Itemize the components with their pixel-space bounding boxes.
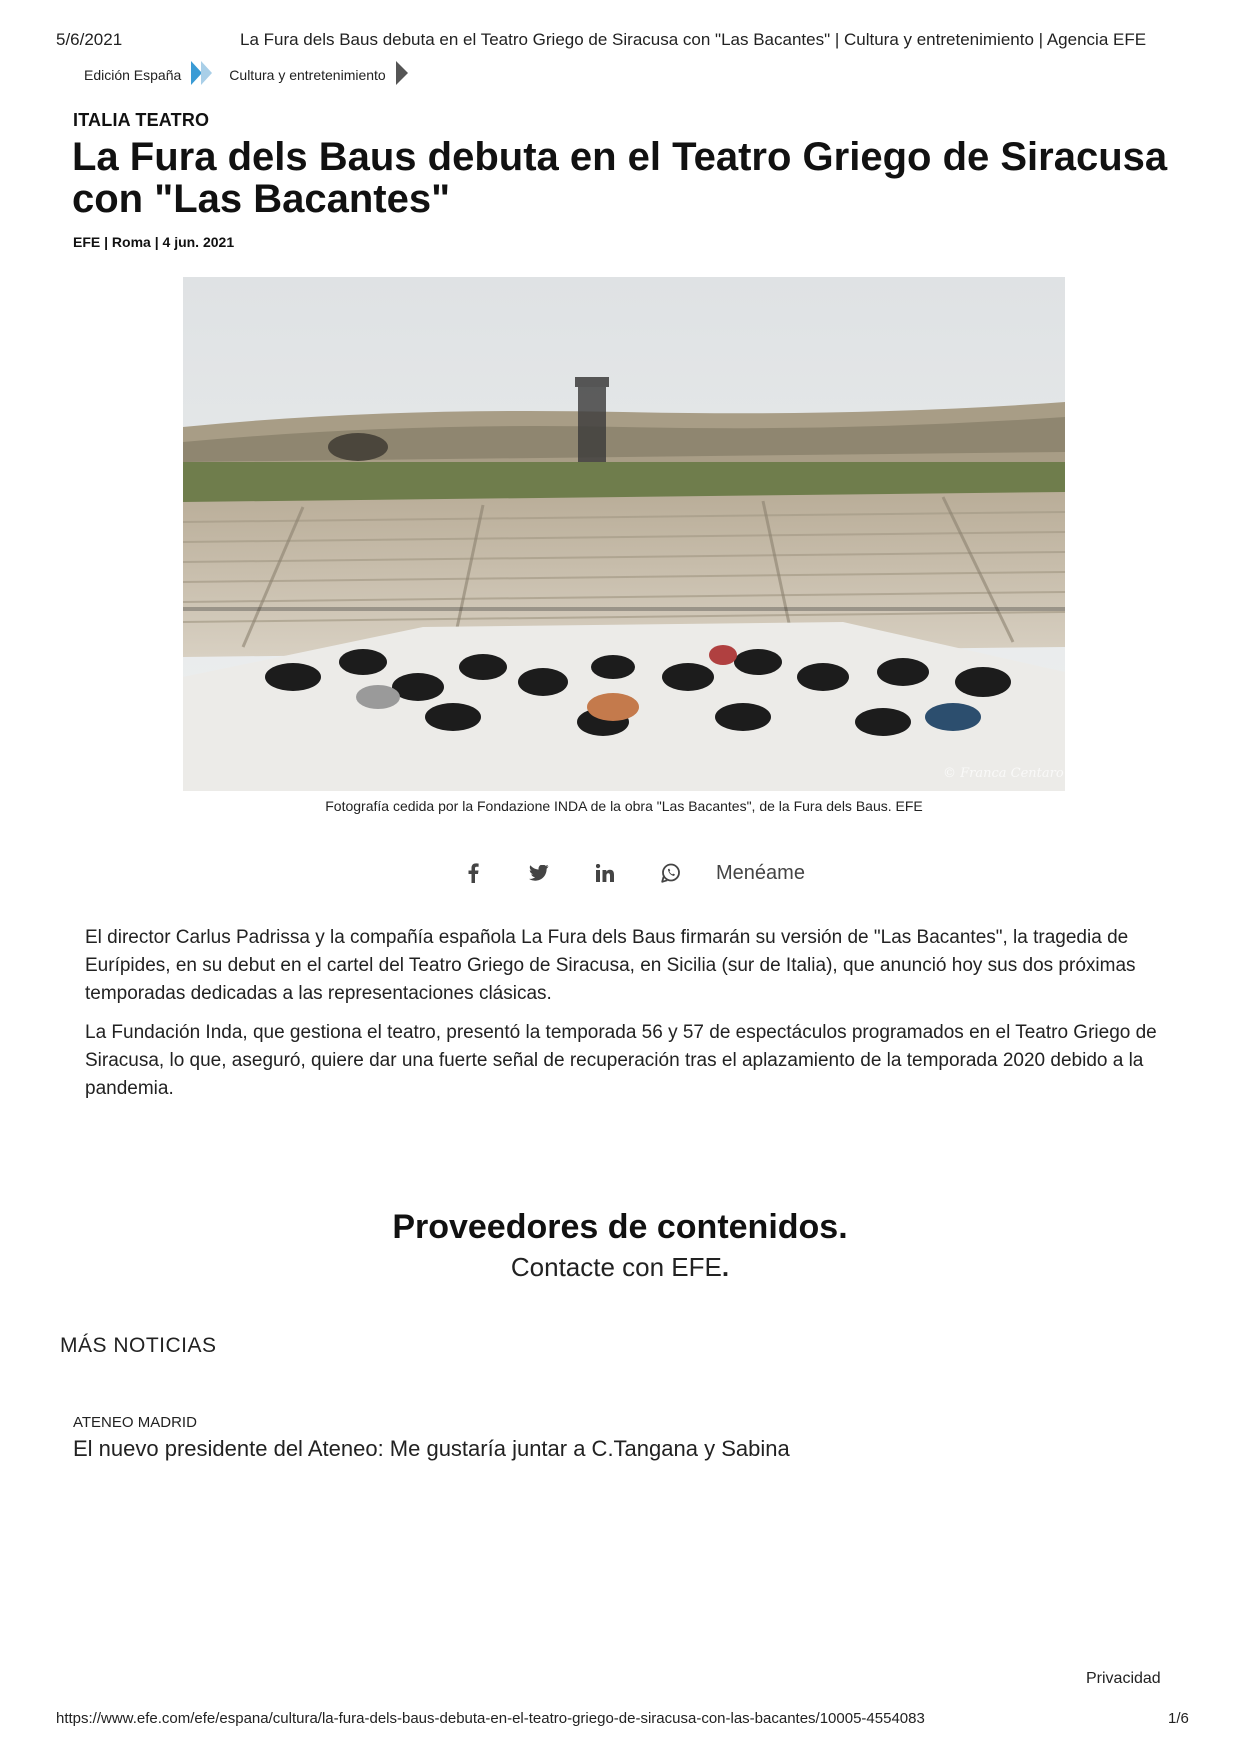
article-photo bbox=[183, 277, 1065, 791]
share-bar bbox=[440, 858, 805, 888]
news-item-headline[interactable]: El nuevo presidente del Ateneo: Me gustaría juntar a C.Tangana y Sabina bbox=[73, 1436, 790, 1461]
photo-caption: Fotografía cedida por la Fondazione INDA de la obra "Las Bacantes", de la Fura dels Baus. EFE bbox=[325, 798, 923, 814]
breadcrumb-item-edition[interactable]: Edición España bbox=[84, 66, 182, 83]
article-byline: EFE | Roma | 4 jun. 2021 bbox=[73, 234, 235, 250]
print-url: https://www.efe.com/efe/espana/cultura/la-fura-dels-baus-debuta-en-el-teatro-griego-de-siracusa-con-las-bacantes/10005-4554083 bbox=[56, 1710, 925, 1727]
privacy-link[interactable]: Privacidad bbox=[1086, 1670, 1161, 1687]
article-headline: La Fura dels Baus debuta en el Teatro Griego de Siracusa con "Las Bacantes" bbox=[72, 135, 1168, 221]
meneame-share-link[interactable]: Menéame bbox=[716, 861, 805, 884]
contact-efe-text: Contacte con EFE bbox=[510, 1252, 722, 1282]
news-item-kicker: ATENEO MADRID bbox=[73, 1414, 197, 1431]
whatsapp-icon[interactable] bbox=[638, 858, 704, 888]
breadcrumb bbox=[84, 60, 424, 89]
chevron-right-icon bbox=[191, 60, 215, 89]
svg-text:© Franca Centaro: © Franca Centaro bbox=[943, 766, 1064, 781]
chevron-right-icon bbox=[396, 60, 410, 89]
article-paragraph: El director Carlus Padrissa y la compañía española La Fura dels Baus firmarán su versión de "Las Bacantes", la tragedia de Eurípides, en su debut en el cartel del Teatro Griego de Siracusa, en Sicilia (sur de Italia), que anunció hoy sus dos próximas temporadas dedicadas a las representaciones clásicas. bbox=[85, 927, 1136, 1004]
print-date: 5/6/2021 bbox=[56, 30, 123, 49]
article-kicker: ITALIA TEATRO bbox=[73, 110, 210, 130]
page-number: 1/6 bbox=[1168, 1710, 1189, 1727]
print-page-title: La Fura dels Baus debuta en el Teatro Griego de Siracusa con "Las Bacantes" | Cultura y entretenimiento | Agencia EFE bbox=[240, 30, 1147, 49]
providers-title: Proveedores de contenidos. bbox=[392, 1208, 848, 1246]
article-paragraph: La Fundación Inda, que gestiona el teatro, presentó la temporada 56 y 57 de espectáculos programados en el Teatro Griego de Siracusa, lo que, aseguró, quiere dar una fuerte señal de recuperación tras el aplazamiento de la temporada 2020 debido a la pandemia. bbox=[85, 1022, 1157, 1099]
twitter-icon[interactable] bbox=[506, 858, 572, 888]
linkedin-icon[interactable] bbox=[572, 858, 638, 888]
contact-efe-dot: . bbox=[721, 1252, 730, 1282]
more-news-title: MÁS NOTICIAS bbox=[60, 1334, 217, 1357]
facebook-icon[interactable] bbox=[440, 858, 506, 888]
contact-efe-link[interactable] bbox=[0, 1252, 1240, 1283]
breadcrumb-item-section[interactable]: Cultura y entretenimiento bbox=[229, 66, 386, 83]
